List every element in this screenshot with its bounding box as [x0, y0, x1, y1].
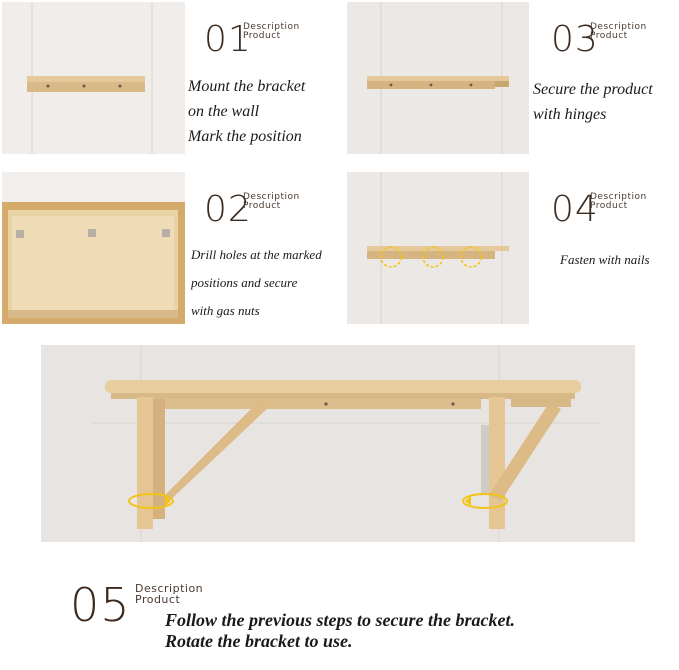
caption-line: with gas nuts [191, 303, 260, 318]
product-label: Product [135, 593, 181, 606]
step-01-caption [188, 74, 305, 149]
step-number: 03 [551, 19, 599, 60]
step-01-photo [2, 2, 185, 154]
step-label [590, 193, 647, 211]
caption-line: Mark the position [188, 128, 302, 145]
step-number: 01 [204, 19, 252, 60]
caption-line: on the wall [188, 103, 260, 120]
product-label: Product [243, 201, 281, 211]
step-label [243, 193, 300, 211]
step-04-caption [560, 251, 650, 269]
caption-line: Follow the previous steps to secure the bracket. [165, 610, 515, 630]
step-label [135, 583, 203, 605]
caption-line: with hinges [533, 106, 607, 123]
step-label [590, 23, 647, 41]
description-label: Description [243, 22, 300, 32]
description-label: Description [243, 192, 300, 202]
step-label [243, 23, 300, 41]
product-label: Product [243, 31, 281, 41]
caption-line: Drill holes at the marked [191, 247, 322, 262]
caption-line: Secure the product [533, 81, 653, 98]
step-04-photo [347, 172, 529, 324]
step-number: 05 [70, 578, 131, 632]
step-02-photo [2, 172, 185, 324]
step-number: 04 [551, 189, 599, 230]
step-03-photo [347, 2, 529, 154]
description-label: Description [135, 582, 204, 595]
product-label: Product [590, 201, 628, 211]
step-number: 02 [204, 189, 252, 230]
step-02-caption [191, 241, 322, 325]
caption-line: Rotate the bracket to use. [165, 631, 353, 651]
step-05-photo [41, 345, 635, 542]
caption-line: positions and secure [191, 275, 298, 290]
caption-line: Mount the bracket [188, 78, 306, 95]
step-05-caption [165, 610, 515, 652]
product-label: Product [590, 31, 628, 41]
description-label: Description [590, 22, 647, 32]
caption-line: Fasten with nails [560, 252, 650, 267]
step-03-caption [533, 77, 653, 127]
description-label: Description [590, 192, 647, 202]
